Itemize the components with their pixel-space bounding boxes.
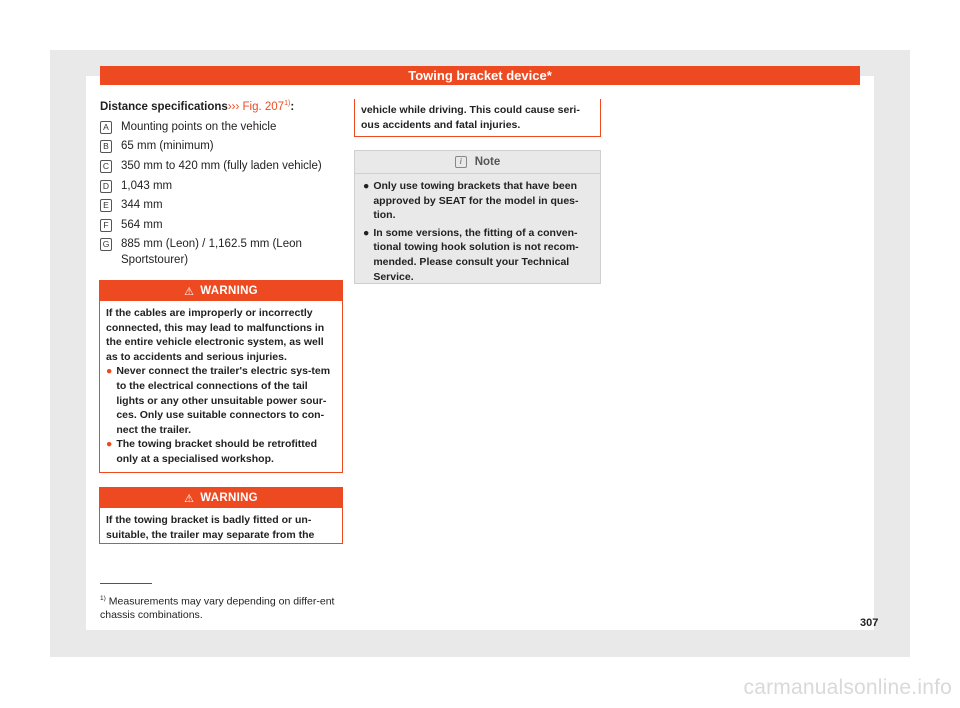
footnote-divider xyxy=(100,583,152,584)
page-number: 307 xyxy=(860,617,879,629)
warning-box-cables xyxy=(99,280,343,473)
distance-specs-title xyxy=(100,100,294,113)
spec-item-d xyxy=(100,178,340,194)
spec-text: Mounting points on the vehicle xyxy=(121,121,277,133)
warning-continuation-text: vehicle while driving. This could cause seri-ous accidents and fatal injuries. xyxy=(361,104,580,131)
warning-title: WARNING xyxy=(200,285,258,297)
note-title: Note xyxy=(474,156,501,168)
spec-text: 885 mm (Leon) / 1,162.5 mm (Leon Sportstourer) xyxy=(121,238,302,266)
letter-badge: B xyxy=(100,140,112,153)
bullet-dot-icon: ● xyxy=(106,438,113,451)
note-body xyxy=(355,174,600,290)
spec-text: 344 mm xyxy=(121,199,163,211)
figure-reference-link[interactable]: ››› Fig. 207 xyxy=(227,100,285,113)
warning-triangle-icon: ⚠ xyxy=(184,285,195,298)
info-icon: i xyxy=(455,156,467,168)
distance-specs-label: Distance specifications xyxy=(100,100,228,113)
spec-item-g xyxy=(100,236,315,268)
warning-header xyxy=(100,281,342,301)
bullet-text: Only use towing brackets that have been approved by SEAT for the model in ques-tion. xyxy=(373,180,579,222)
letter-badge: C xyxy=(100,160,112,173)
bullet-text: The towing bracket should be retrofitted only at a specialised workshop. xyxy=(116,438,318,465)
letter-badge: E xyxy=(100,199,112,212)
bullet-text: Never connect the trailer's electric sys-tem to the electrical connections of the tail lights or any other unsuitable power sour-ces. Only use suitable connectors to con-nect the trailer. xyxy=(116,365,331,436)
warning-body xyxy=(100,301,342,473)
warning-triangle-icon: ⚠ xyxy=(184,492,195,505)
spec-item-a xyxy=(100,119,340,135)
spec-item-c xyxy=(100,158,340,174)
bullet-dot-icon: ● xyxy=(106,365,113,378)
footnote-marker: 1) xyxy=(100,595,106,602)
warning-box-towing xyxy=(99,487,343,544)
warning-header xyxy=(100,488,342,508)
note-bullet xyxy=(363,179,592,223)
footnote-marker: 1) xyxy=(284,100,291,107)
spec-text: 350 mm to 420 mm (fully laden vehicle) xyxy=(121,160,322,172)
bullet-dot-icon: ● xyxy=(363,226,370,239)
letter-badge: G xyxy=(100,238,112,251)
warning-body: If the towing bracket is badly fitted or un-suitable, the trailer may separate from the xyxy=(106,514,315,541)
spec-text: 1,043 mm xyxy=(121,180,173,192)
section-header xyxy=(100,66,860,85)
note-header xyxy=(355,151,600,174)
section-title: Towing bracket device* xyxy=(408,68,552,83)
warning-continuation-box xyxy=(354,99,601,137)
warning-intro: If the cables are improperly or incorrectly connected, this may lead to malfunctions in the entire vehicle electronic system, as well as to accidents and serious injuries. xyxy=(106,307,325,363)
spec-item-b xyxy=(100,138,340,154)
note-box xyxy=(354,150,601,284)
footnote-text: Measurements may vary depending on differ-ent chassis combinations. xyxy=(100,595,335,621)
spec-text: 564 mm xyxy=(121,219,163,231)
bullet-text: In some versions, the fitting of a conven-tional towing hook solution is not recom-mended. Please consult your Technical Service. xyxy=(373,226,579,283)
warning-bullet xyxy=(106,364,336,437)
bullet-dot-icon: ● xyxy=(363,180,370,192)
spec-item-f xyxy=(100,217,340,233)
warning-bullet xyxy=(106,437,336,466)
colon: : xyxy=(290,100,295,113)
spec-item-e xyxy=(100,197,340,213)
footnote xyxy=(100,592,340,622)
watermark: carmanualsonline.info xyxy=(743,676,952,699)
letter-badge: A xyxy=(100,121,112,134)
spec-text: 65 mm (minimum) xyxy=(121,140,214,152)
warning-title: WARNING xyxy=(200,492,258,504)
letter-badge: D xyxy=(100,180,112,193)
note-bullet xyxy=(363,226,592,284)
letter-badge: F xyxy=(100,219,112,232)
